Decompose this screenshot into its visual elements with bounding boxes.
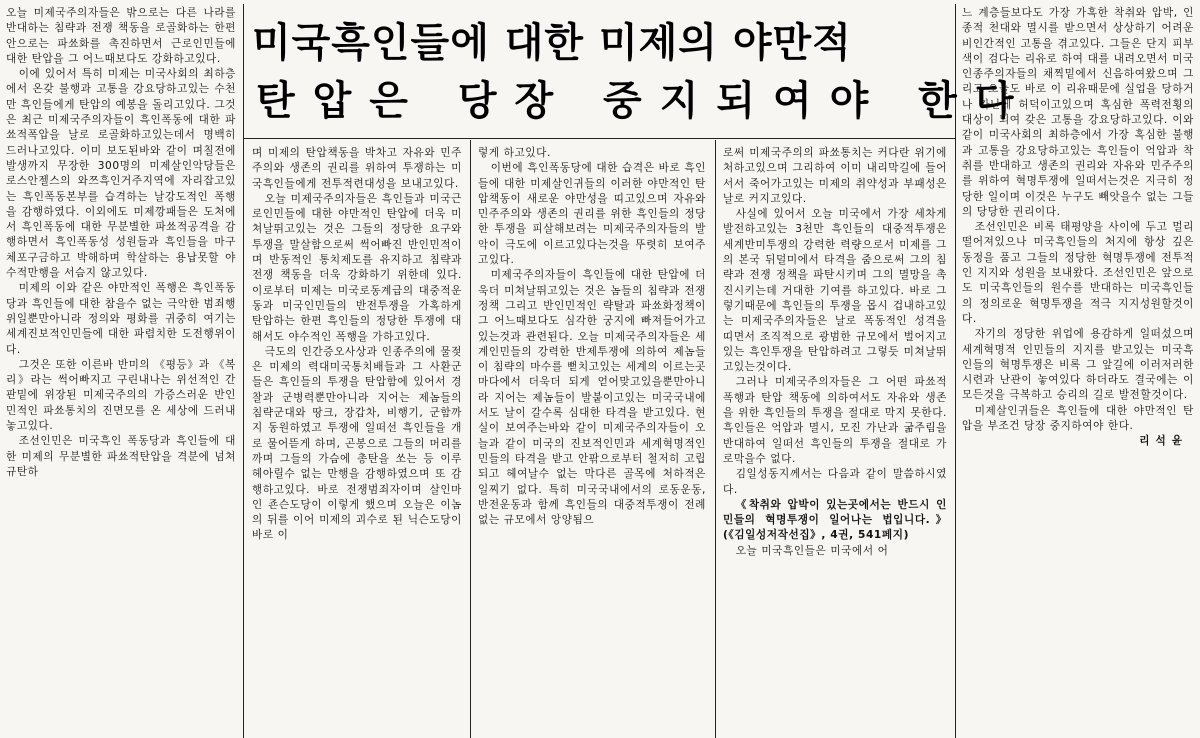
paragraph: 오늘 미국흑인들은 미국에서 어	[735, 544, 889, 557]
paragraph: 자기의 정당한 위업에 용감하게 일떠섰으며 세계혁명적 인민들의 지지를 받고있는 미국흑인들의 혁명투쟁은 비록 그 앞길에 이러저러한 시련과 난관이 놓여있다 하더라도 결국에는 이 모든것을 극복하고 승리의 길로 발전할것이다.	[962, 328, 1194, 402]
paragraph: 그것은 또한 이른바 반미의 《평등》과 《복리》라는 썩어빠지고 구린내나는 위선적인 간판밑에 위장된 미제국주의의 가증스러운 반인민적인 파쑈통치의 진면모를 온 세상에 드러내놓고있다.	[6, 358, 236, 433]
paragraph: 이에 있어서 특히 미제는 미국사회의 최하층에서 온갖 불행과 고통을 강요당하고있는 수천만 흑인들에게 탄압의 예봉을 돌리고있다. 그것은 최근 미제국주의자들이 흑인폭동에 대한 파쑈적폭압을 날로 로골화하고있는데서 명백히 드러나고있다. 이미 보도된바와 같이 며칠전에 발생까지 무장한 300명의 미제살인악당들은 로스안젤스의 와쯔흑인거주지역에 자리잡고있는 흑인폭동본부를 습격하는 날강도적인 폭행을 감행하였다. 이외에도 미제깡패들은 도처에서 흑인폭동에 대한 무분별한 파쑈적공격을 감행하면서 흑인폭동성 성원들과 흑인들을 마구 체포구금하고 박해하며 학살하는 용납못할 야수적만행을 서슴지 않고있다.	[6, 68, 236, 280]
paragraph: 미제의 이와 같은 야만적인 폭행은 흑인폭동당과 흑인들에 대한 참을수 없는 극악한 범죄행위일뿐만아니라 정의와 평화를 귀중히 여기는 세계진보적인민들에 대한 파렴치한 도전행위이다.	[6, 282, 236, 356]
text-column-5	[962, 6, 1194, 734]
paragraph: 며 미제의 탄압책동을 박차고 자유와 민주주의와 생존의 권리를 위하여 투쟁하는 미국흑인들에게 전투적련대성을 보내고있다.	[252, 147, 462, 190]
paragraph: 그러나 미제국주의자들은 그 어떤 파쑈적 폭행과 탄압 책동에 의하여서도 자유와 생존을 위한 흑인들의 투쟁을 절대로 막지 못한다. 흑인들은 억압과 멸시, 모진 가난과 굶주림을 반대하여 일떠선 흑인들의 투쟁을 절대로 가로막을수 없다.	[723, 376, 947, 465]
paragraph: 오늘 미제국주의자들은 밖으로는 다른 나라를 반대하는 침략과 전쟁 책동을 로골화하는 한편 안으로는 파쑈화를 촉진하면서 근로인민들에 대한 탄압을 그 어느때보다도 강화하고있다.	[6, 7, 236, 65]
article-headline	[252, 14, 1032, 134]
paragraph: 렇게 하고있다.	[478, 147, 551, 159]
headline-line-1: 미국흑인들에 대한 미제의 야만적	[252, 20, 852, 66]
paragraph: 로써 미제국주의의 파쑈통치는 커다란 위기에 처하고있으며 그리하여 이미 내리막길에 들어서서 죽어가고있는 미제의 취약성과 부패성은 날로 커지고있다.	[723, 147, 947, 205]
column-divider	[243, 4, 244, 738]
paragraph: 미제살인귀들은 흑인들에 대한 야만적인 탄압을 부조건 당장 중지하여야 한다.	[962, 404, 1194, 433]
headline-underline	[243, 138, 955, 139]
paragraph: 김일성동지께서는 다음과 같이 말씀하시였다.	[723, 468, 947, 496]
quotation: 《착취와 압박이 있는곳에서는 반드시 인민들의 혁명투쟁이 일어나는 법입니다.》(《김일성저작선집》, 4권, 541페지)	[723, 498, 947, 542]
paragraph: 극도의 인간증오사상과 인종주의에 물젖은 미제의 력대미국통치배들과 그 사환군들은 흑인들의 투쟁을 탄압함에 있어서 경찰과 군병력뿐만아니라 지어는 제놈들의 침략군대와 땅크, 장갑차, 비행기, 군함까지 동원하였고 투쟁에 일떠선 흑인들을 개로 물어뜯게 하며, 곤봉으로 그들의 머리를 까며 그들의 가슴에 총탄을 쏘는 등 이루 헤아릴수 없는 만행을 감행하였으며 또 감행하고있다. 바로 전쟁범죄자이며 살인마인 죤슨도당이 이렇게 했으며 오늘은 이놈의 뒤를 이어 미제의 괴수로 된 닉슨도당이 바로 이	[252, 345, 462, 542]
author-byline: 리석윤	[1139, 435, 1188, 448]
paragraph: 미제국주의자들이 흑인들에 대한 탄압에 더욱더 미쳐날뛰고있는 것은 놈들의 침략과 전쟁 정책 그리고 반인민적인 략탈과 파쑈화정책이 그 어느때보다도 심각한 궁지에 빠져들어가고있는것과 관련된다. 오늘 미제국주의자들은 세계인민들의 강력한 반제투쟁에 의하여 제놈들이 침략의 마수를 뻗치고있는 세계의 이르는곳마다에서 더욱더 되게 얻어맞고있을뿐만아니라 지어는 제놈들이 발붙이고있는 미국국내에서도 날이 갈수록 심대한 타격을 받고있다. 현실이 보여주는바와 같이 미제국주의자들이 오늘과 같이 미국의 진보적인민과 세계혁명적인민들의 타격을 받고 안팎으로부터 철저히 고립되고 헤여날수 없는 막다른 골목에 처하적은 일찌기 없다. 특히 미국국내에서의 로동운동, 반전운동과 함께 흑인들의 대중적투쟁이 전례없는 규모에서 앙양됨으	[478, 269, 706, 527]
paragraph: 느 계층들보다도 가장 가혹한 착취와 압박, 인종적 천대와 멸시를 받으면서 상상하기 어려운 비인간적인 고통을 겪고있다. 그들은 단지 피부색이 검다는 리유로 하여 대를 내려오면서 미국인종주의자들의 채찍밑에서 신음하여왔으며 그리고 오늘도 바로 이 리유때문에 실업을 당하거나 가난에 허덕이고있으며 혹심한 폭력전횡의 대상이 되여 갖은 고통을 강요당하고있다. 이와 같이 미국사회의 최하층에서 가장 혹심한 불행과 고통을 강요당하고있는 흑인들이 억압과 착취를 반대하고 생존의 권리와 자유와 민주주의를 위하여 혁명투쟁에 일떠서는것은 지극히 정당한 일이며 이것은 누구도 빼앗을수 없는 그들의 당당한 권리이다.	[962, 7, 1194, 218]
column-divider	[470, 140, 471, 738]
text-column-1	[6, 6, 236, 734]
paragraph: 조선인민은 비록 태평양을 사이에 두고 멀리 떨어져있으나 미국흑인들의 처지에 항상 깊은 동정을 품고 그들의 정당한 혁명투쟁에 전투적인 지지와 성원을 보내왔다. 조선인민은 앞으로도 미국흑인들의 원수를 반대하는 미국흑인들의 정의로운 혁명투쟁을 적극 지지성원할것이다.	[962, 221, 1194, 325]
text-column-2	[252, 146, 462, 734]
paragraph: 사실에 있어서 오늘 미국에서 가장 세차게 발전하고있는 3천만 흑인들의 대중적투쟁은 세계반미투쟁의 강력한 력량으로서 미제를 그의 본국 뒤덜미에서 타격을 줌으로써 그의 침략과 전쟁 정책을 파탄시키며 그의 멸망을 촉진시키는데 거대한 기여를 하고있다. 바로 그렇기때문에 흑인들의 투쟁을 몹시 겁내하고있는 미제국주의자들은 날로 폭동적인 성격을 띠면서 조직적으로 광범한 규모에서 벌어지고있는 흑인투쟁을 탄압하려고 그렇듯 미쳐날뛰고있는것이다.	[723, 208, 947, 374]
text-column-3	[478, 146, 706, 734]
headline-line-2: 탄압은 당장 중지되여야 한다	[256, 78, 1032, 124]
column-divider	[715, 140, 716, 738]
paragraph: 조선인민은 미국흑인 폭동당과 흑인들에 대한 미제의 무분별한 파쑈적탄압을 격분에 넘쳐 규탄하	[6, 435, 236, 478]
text-column-4	[723, 146, 947, 734]
paragraph: 오늘 미제국주의자들은 흑인들과 미국근로인민들에 대한 야만적인 탄압에 더욱 미쳐날뛰고있는 것은 그들의 정당한 요구와 투쟁을 말살함으로써 썩어빠진 반인민적이며 반동적인 통치제도를 유지하고 침략과 전쟁 책동을 더욱 강화하기 위한데 있다. 이로부터 미제는 미국로동계급의 대중적운동과 미국인민들의 반전투쟁을 가혹하게 탄압하는 한편 흑인들의 정당한 투쟁에 대해서도 야수적인 폭행을 가하고있다.	[252, 192, 462, 343]
paragraph: 이번에 흑인폭동당에 대한 습격은 바로 흑인들에 대한 미제살인귀들의 이러한 야만적인 탄압책동이 새로운 야만성을 띠고있으며 자유와 민주주의와 생존의 권리를 위한 흑인들의 정당한 투쟁을 피살해보려는 미제국주의자들의 발악이 극도에 이르고있다는것을 뚜렷히 보여주고있다.	[478, 162, 706, 267]
